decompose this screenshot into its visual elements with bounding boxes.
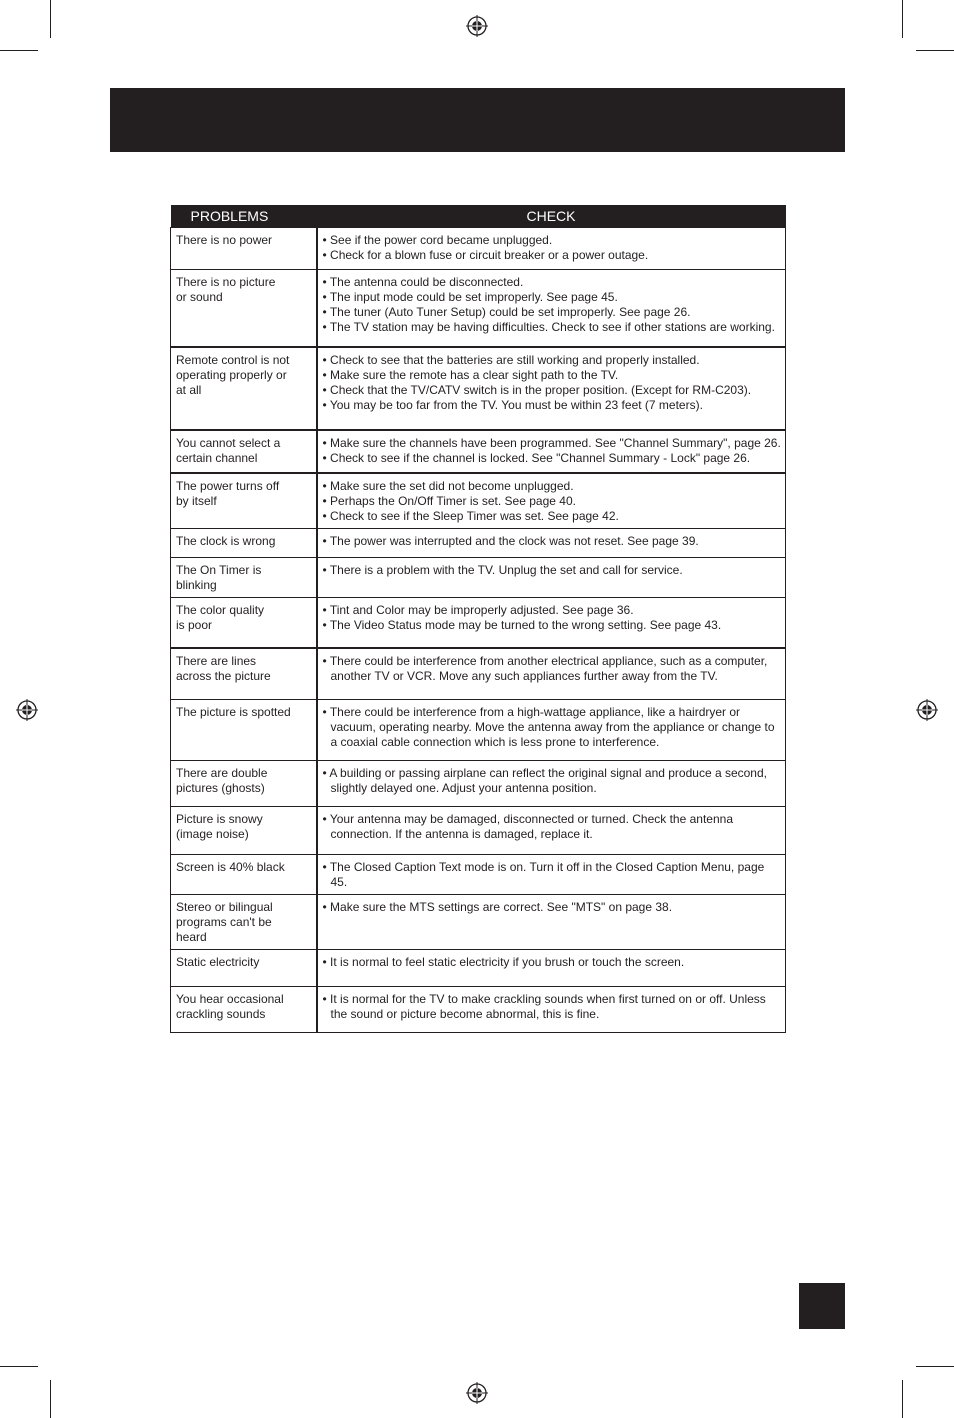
table-row — [171, 528, 786, 557]
problem-text: programs can't be — [176, 914, 272, 929]
problem-text: Static electricity — [176, 954, 260, 969]
check-item: • The antenna could be disconnected. — [322, 275, 524, 289]
problem-text: or sound — [176, 290, 223, 304]
crop-mark-bottom-right-h — [916, 1366, 954, 1367]
troubleshooting-table — [170, 205, 786, 1033]
header-bar — [110, 88, 845, 152]
problem-text: There is no picture — [176, 275, 276, 289]
table-row — [171, 854, 786, 894]
problem-text: The power turns off — [176, 478, 280, 493]
table-body — [171, 228, 786, 1033]
check-item: • Check to see if the Sleep Timer was set. See page 42. — [322, 508, 619, 523]
check-item: • The power was interrupted and the clock was not reset. See page 39. — [322, 533, 699, 548]
problem-cell — [171, 557, 317, 597]
table-row — [171, 648, 786, 699]
problems-column-header: PROBLEMS — [171, 205, 317, 228]
registration-mark-icon — [916, 699, 938, 721]
problem-text: There is no power — [176, 233, 273, 247]
check-item: • There could be interference from another electrical appliance, such as a computer, another TV or VCR. Move any such appliances further away from the TV. — [322, 654, 768, 683]
problem-cell — [171, 949, 317, 986]
table-header-row — [171, 205, 786, 228]
problem-text: The color quality — [176, 602, 265, 617]
problem-text: heard — [176, 929, 207, 944]
registration-mark-icon — [16, 699, 38, 721]
problem-cell — [171, 347, 317, 430]
problem-text: operating properly or — [176, 367, 287, 382]
crop-mark-top-left-h — [0, 50, 38, 51]
check-item: • Check that the TV/CATV switch is in the proper position. (Except for RM-C203). — [322, 382, 752, 397]
table-row — [171, 347, 786, 430]
check-cell — [317, 473, 786, 529]
problem-cell — [171, 430, 317, 473]
check-item: • Your antenna may be damaged, disconnected or turned. Check the antenna connection. If the antenna is damaged, replace it. — [322, 811, 733, 841]
check-cell — [317, 699, 786, 760]
check-cell — [317, 854, 786, 894]
table-row — [171, 597, 786, 648]
problem-cell — [171, 528, 317, 557]
check-cell — [317, 228, 786, 270]
problem-text: You hear occasional — [176, 991, 284, 1006]
page-number-tab — [799, 1283, 845, 1329]
problem-cell — [171, 473, 317, 529]
check-cell — [317, 347, 786, 430]
problem-cell — [171, 806, 317, 854]
problem-text: Screen is 40% black — [176, 859, 285, 874]
problem-text: The picture is spotted — [176, 704, 291, 719]
problem-text: pictures (ghosts) — [176, 780, 265, 795]
problem-cell — [171, 270, 317, 347]
check-item: • See if the power cord became unplugged. — [322, 233, 553, 247]
problem-text: You cannot select a — [176, 435, 281, 450]
check-item: • Make sure the set did not become unplugged. — [322, 478, 574, 493]
problem-text: is poor — [176, 617, 213, 632]
problem-cell — [171, 760, 317, 806]
problem-cell — [171, 699, 317, 760]
check-item: • Make sure the remote has a clear sight path to the TV. — [322, 367, 619, 382]
check-column-header: CHECK — [317, 205, 786, 228]
crop-mark-bottom-left-v — [50, 1380, 51, 1418]
table-row — [171, 949, 786, 986]
check-item: • You may be too far from the TV. You must be within 23 feet (7 meters). — [322, 397, 703, 412]
table-row — [171, 986, 786, 1032]
check-item: • A building or passing airplane can reflect the original signal and produce a second, slightly delayed one. Adjust your antenna position. — [322, 765, 767, 795]
check-item: • Make sure the channels have been programmed. See "Channel Summary", page 26. — [322, 435, 781, 450]
table-row — [171, 430, 786, 473]
check-cell — [317, 760, 786, 806]
table-row — [171, 270, 786, 347]
check-item: • There is a problem with the TV. Unplug the set and call for service. — [322, 562, 683, 577]
problem-text: Stereo or bilingual — [176, 899, 273, 914]
problem-cell — [171, 597, 317, 648]
table-row — [171, 228, 786, 270]
check-cell — [317, 270, 786, 347]
check-cell — [317, 894, 786, 949]
check-item: • The input mode could be set improperly. See page 45. — [322, 290, 618, 304]
problem-cell — [171, 986, 317, 1032]
registration-mark-icon — [466, 1382, 488, 1404]
table-row — [171, 473, 786, 529]
table-row — [171, 806, 786, 854]
problem-text: There are double — [176, 765, 268, 780]
table-row — [171, 894, 786, 949]
check-cell — [317, 648, 786, 699]
problem-text: crackling sounds — [176, 1006, 266, 1021]
check-item: • It is normal for the TV to make crackling sounds when first turned on or off. Unless the sound or picture become abnormal, this is fine. — [322, 991, 766, 1021]
check-item: • The TV station may be having difficulties. Check to see if other stations are working. — [322, 320, 775, 334]
crop-mark-bottom-left-h — [0, 1366, 38, 1367]
problem-text: by itself — [176, 493, 217, 508]
problem-text: The On Timer is — [176, 562, 262, 577]
check-item: • The Video Status mode may be turned to the wrong setting. See page 43. — [322, 617, 722, 632]
check-item: • There could be interference from a high-wattage appliance, like a hairdryer or vacuum, operating nearby. Move the antenna away from the appliance or change to a coaxial cable connection which is less prone to interference. — [322, 704, 775, 749]
check-item: • Check to see that the batteries are still working and properly installed. — [322, 352, 700, 367]
check-cell — [317, 557, 786, 597]
problem-cell — [171, 228, 317, 270]
check-item: • The Closed Caption Text mode is on. Turn it off in the Closed Caption Menu, page 45. — [322, 859, 765, 889]
registration-mark-icon — [466, 15, 488, 37]
check-cell — [317, 528, 786, 557]
problem-cell — [171, 854, 317, 894]
problem-cell — [171, 648, 317, 699]
problem-text: certain channel — [176, 450, 258, 465]
crop-mark-top-right-v — [902, 0, 903, 38]
check-item: • It is normal to feel static electricity if you brush or touch the screen. — [322, 954, 685, 969]
crop-mark-top-right-h — [916, 50, 954, 51]
problem-text: (image noise) — [176, 826, 249, 841]
problem-text: The clock is wrong — [176, 533, 276, 548]
crop-mark-top-left-v — [50, 0, 51, 38]
problem-cell — [171, 894, 317, 949]
check-cell — [317, 986, 786, 1032]
problem-text: blinking — [176, 577, 217, 592]
table-row — [171, 760, 786, 806]
check-cell — [317, 806, 786, 854]
check-cell — [317, 430, 786, 473]
check-item: • The tuner (Auto Tuner Setup) could be set improperly. See page 26. — [322, 305, 691, 319]
table-row — [171, 557, 786, 597]
problem-text: at all — [176, 382, 202, 397]
table-row — [171, 699, 786, 760]
problem-text: across the picture — [176, 669, 271, 683]
check-item: • Make sure the MTS settings are correct. See "MTS" on page 38. — [322, 899, 673, 914]
check-item: • Perhaps the On/Off Timer is set. See page 40. — [322, 493, 576, 508]
problem-text: There are lines — [176, 654, 257, 668]
crop-mark-bottom-right-v — [902, 1380, 903, 1418]
check-cell — [317, 597, 786, 648]
check-item: • Tint and Color may be improperly adjusted. See page 36. — [322, 602, 634, 617]
check-item: • Check for a blown fuse or circuit breaker or a power outage. — [322, 248, 649, 262]
check-cell — [317, 949, 786, 986]
check-item: • Check to see if the channel is locked. See "Channel Summary - Lock" page 26. — [322, 450, 751, 465]
problem-text: Picture is snowy — [176, 811, 263, 826]
problem-text: Remote control is not — [176, 352, 290, 367]
